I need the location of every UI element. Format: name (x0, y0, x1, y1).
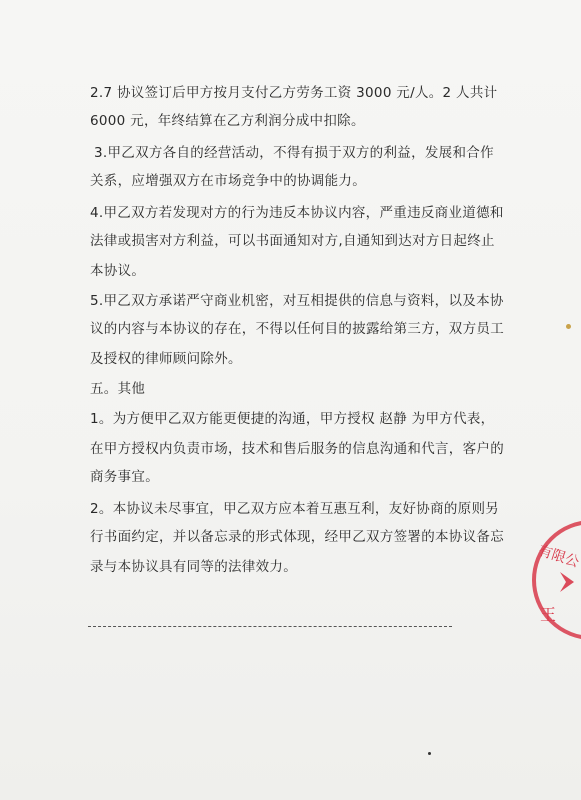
svg-text:王: 王 (540, 605, 557, 624)
text-line-5: 4.甲乙双方若发现对方的行为违反本协议内容，严重违反商业道德和 (90, 205, 504, 221)
text-line-17: 录与本协议具有同等的法律效力。 (90, 559, 297, 575)
paper-speck (566, 324, 571, 329)
text-line-10: 及授权的律师顾问除外。 (90, 351, 242, 367)
text-line-7: 本协议。 (90, 263, 146, 279)
paper-speck (428, 752, 431, 755)
text-line-13: 在甲方授权内负责市场，技术和售后服务的信息沟通和代言，客户的 (90, 441, 504, 457)
text-line-3: 3.甲乙双方各自的经营活动，不得有损于双方的利益，发展和合作 (94, 145, 494, 161)
dashed-divider (88, 626, 452, 627)
text-line-12: 1。为方便甲乙双方能更便捷的沟通，甲方授权 赵静 为甲方代表， (90, 411, 495, 427)
text-line-2: 6000 元，年终结算在乙方利润分成中扣除。 (90, 113, 365, 129)
svg-text:有限公: 有限公 (536, 542, 581, 571)
text-line-16: 行书面约定，并以备忘录的形式体现，经甲乙双方签署的本协议备忘 (90, 529, 504, 545)
company-seal (520, 520, 581, 640)
text-line-14: 商务事宜。 (90, 469, 159, 485)
text-line-8: 5.甲乙双方承诺严守商业机密，对互相提供的信息与资料，以及本协 (90, 293, 504, 309)
text-line-6: 法律或损害对方利益，可以书面通知对方,自通知到达对方日起终止 (90, 233, 495, 249)
section-heading: 五。其他 (90, 381, 146, 397)
text-line-9: 议的内容与本协议的存在，不得以任何目的披露给第三方，双方员工 (90, 321, 504, 337)
text-line-4: 关系，应增强双方在市场竞争中的协调能力。 (90, 173, 366, 189)
text-line-15: 2。本协议未尽事宜，甲乙双方应本着互惠互利，友好协商的原则另 (90, 501, 500, 517)
text-line-1: 2.7 协议签订后甲方按月支付乙方劳务工资 3000 元/人。2 人共计 (90, 85, 498, 101)
